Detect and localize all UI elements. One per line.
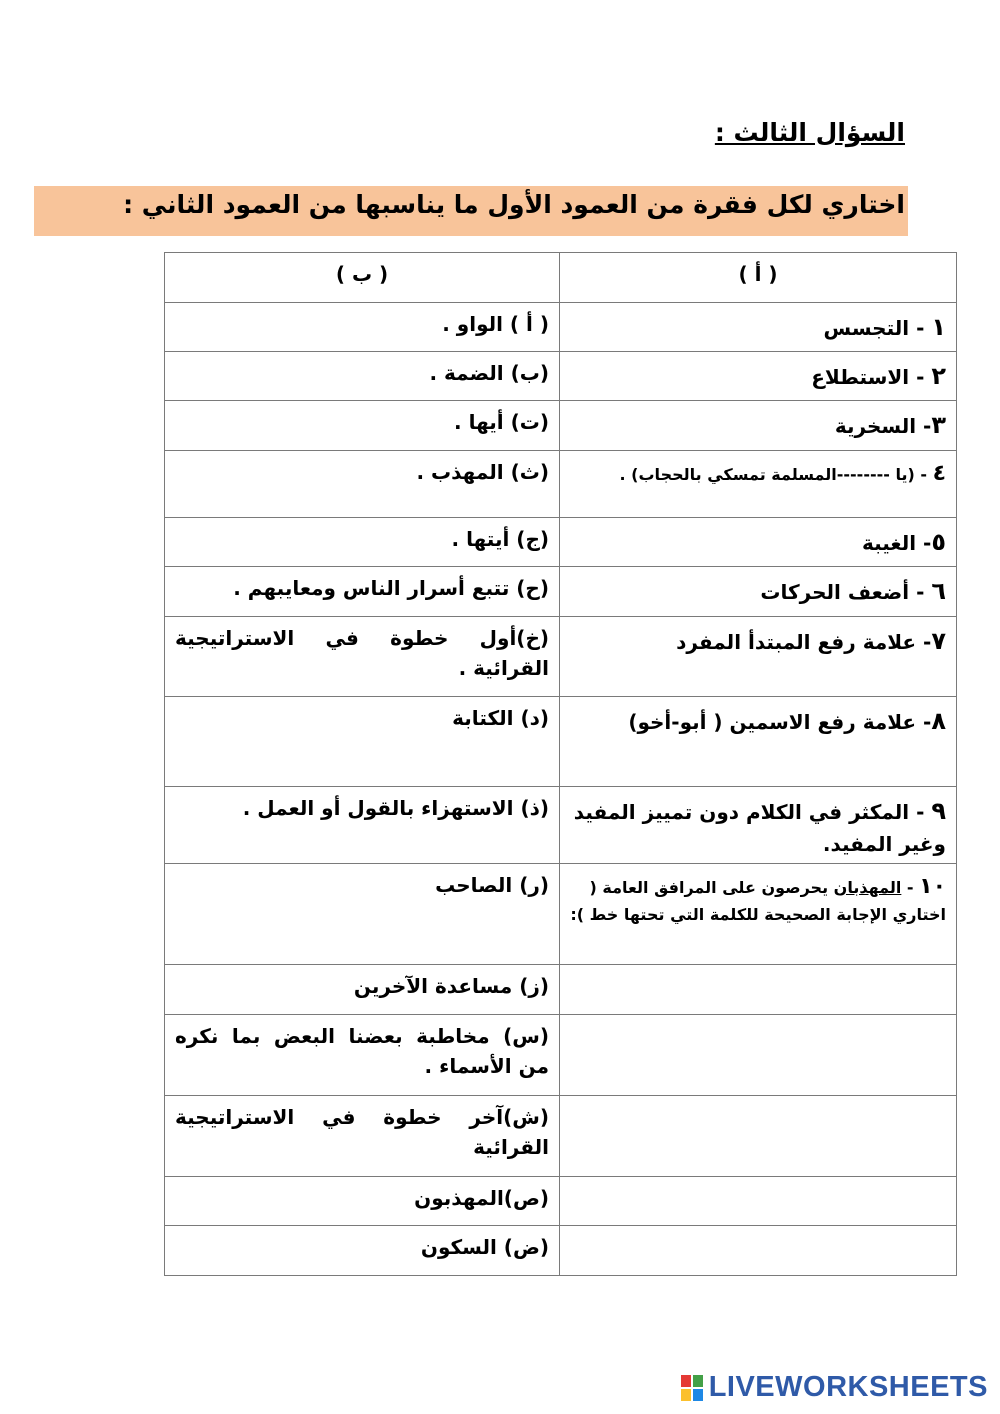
option-b-cell: (ص)المهذبون	[165, 1177, 560, 1226]
logo-square-green	[693, 1375, 703, 1387]
logo-square-yellow	[681, 1389, 691, 1401]
matching-table	[164, 252, 957, 1276]
option-b-cell: (س) مخاطبة بعضنا البعض بما نكره من الأسماء .	[165, 1015, 560, 1096]
option-b-cell: (ض) السكون	[165, 1226, 560, 1276]
option-b-cell: (ز) مساعدة الآخرين	[165, 965, 560, 1015]
item-a-cell	[560, 787, 957, 864]
table-row	[165, 567, 957, 617]
liveworksheets-logo-icon	[681, 1375, 703, 1401]
option-b-cell: (ذ) الاستهزاء بالقول أو العمل .	[165, 787, 560, 864]
option-b-cell: (ت) أيها .	[165, 401, 560, 451]
item-text: يحرصون على المرافق العامة ( اختاري الإجابة الصحيحة للكلمة التي تحتها خط ):	[570, 878, 946, 924]
table-row	[165, 1226, 957, 1276]
item-a-cell	[560, 451, 957, 518]
option-b-cell: (خ)أول خطوة في الاستراتيجية القرائية .	[165, 617, 560, 697]
item-text: - التجسس	[823, 316, 932, 340]
item-text: - (يا --------المسلمة تمسكي بالحجاب) .	[619, 465, 933, 484]
item-text: - الاستطلاع	[811, 365, 932, 389]
item-text: - علامة رفع المبتدأ المفرد	[676, 630, 932, 654]
option-b-cell: (ح) تتبع أسرار الناس ومعايبهم .	[165, 567, 560, 617]
item-text: - علامة رفع الاسمين ( أبو-أخو)	[628, 710, 932, 734]
table-row	[165, 518, 957, 567]
table-row	[165, 965, 957, 1015]
empty-a-cell	[560, 1226, 957, 1276]
empty-a-cell	[560, 1177, 957, 1226]
item-number: ٤	[932, 461, 946, 486]
item-number: ٩	[931, 797, 946, 825]
item-number: ٣	[931, 411, 946, 439]
item-text: - أضعف الحركات	[760, 580, 932, 604]
item-number: ١	[931, 313, 946, 341]
logo-text: LIVEWORKSHEETS	[708, 1371, 988, 1403]
item-a-cell	[560, 864, 957, 965]
empty-a-cell	[560, 965, 957, 1015]
table-row	[165, 1177, 957, 1226]
table-row	[165, 787, 957, 864]
option-b-cell: (ش)آخر خطوة في الاستراتيجية القرائية	[165, 1096, 560, 1177]
liveworksheets-logo	[681, 1371, 988, 1404]
item-number: ٦	[931, 577, 946, 605]
logo-square-red	[681, 1375, 691, 1387]
empty-a-cell	[560, 1096, 957, 1177]
item-number: ٢	[931, 362, 946, 390]
column-b-header: ( ب )	[165, 253, 560, 303]
table-row	[165, 1015, 957, 1096]
item-a-cell	[560, 303, 957, 352]
option-b-cell: (د) الكتابة	[165, 697, 560, 787]
item-a-cell	[560, 352, 957, 401]
option-b-cell: (ج) أيتها .	[165, 518, 560, 567]
question-heading: السؤال الثالث :	[714, 118, 905, 147]
underlined-word: المهذبان	[833, 878, 902, 897]
item-text: - المكثر في الكلام دون تمييز المفيد وغير المفيد.	[573, 800, 946, 856]
item-number: ٥	[931, 528, 946, 556]
option-b-cell: (ث) المهذب .	[165, 451, 560, 518]
item-number: ٧	[931, 627, 946, 655]
table-row	[165, 303, 957, 352]
table-row	[165, 352, 957, 401]
table-row	[165, 617, 957, 697]
item-a-cell	[560, 401, 957, 451]
logo-square-blue	[693, 1389, 703, 1401]
table-row	[165, 1096, 957, 1177]
table-header-row	[165, 253, 957, 303]
table-row	[165, 697, 957, 787]
option-b-cell: (ر) الصاحب	[165, 864, 560, 965]
item-number: ٨	[931, 707, 946, 735]
item-a-cell	[560, 518, 957, 567]
instruction-text: اختاري لكل فقرة من العمود الأول ما يناسبها من العمود الثاني :	[123, 190, 905, 219]
table-row	[165, 864, 957, 965]
item-text: - السخرية	[834, 414, 932, 438]
option-b-cell: (ب) الضمة .	[165, 352, 560, 401]
item-prefix: -	[901, 878, 920, 897]
item-a-cell	[560, 697, 957, 787]
item-a-cell	[560, 617, 957, 697]
item-a-cell	[560, 567, 957, 617]
empty-a-cell	[560, 1015, 957, 1096]
column-a-header: ( أ )	[560, 253, 957, 303]
item-text: - الغيبة	[861, 531, 932, 555]
item-number: ١٠	[919, 874, 946, 899]
table-row	[165, 401, 957, 451]
option-b-cell: ( أ ) الواو .	[165, 303, 560, 352]
table-row	[165, 451, 957, 518]
